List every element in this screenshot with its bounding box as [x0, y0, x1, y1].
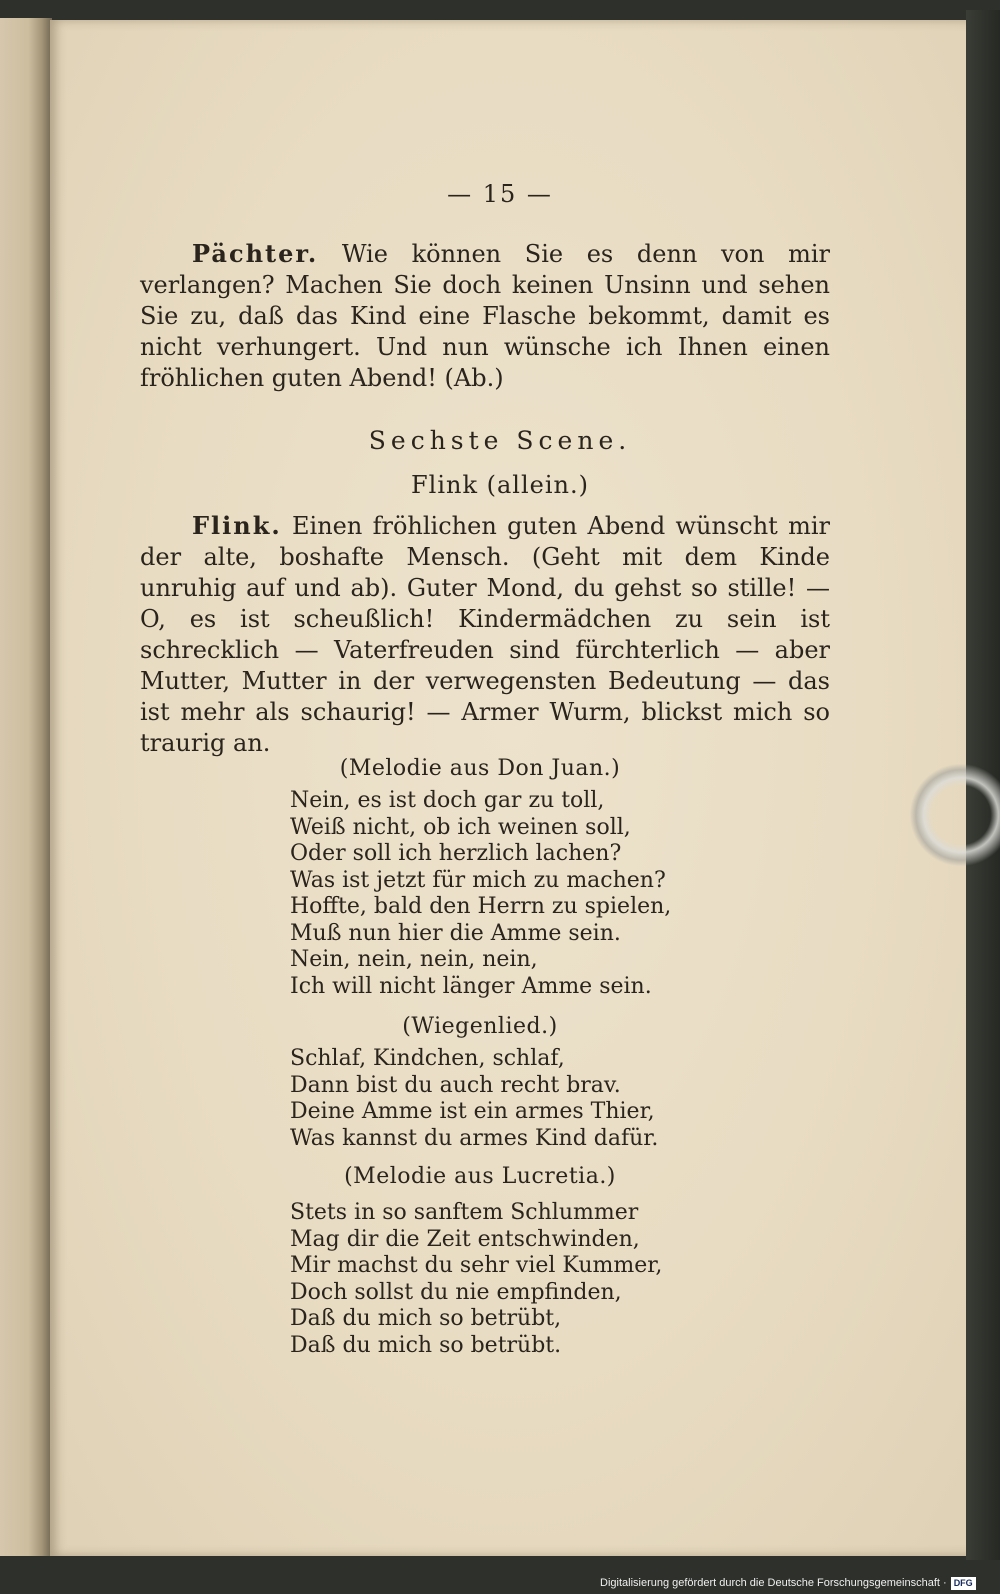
verse-line: Mir machst du sehr viel Kummer, [290, 1253, 663, 1278]
credit-text: Digitalisierung gefördert durch die Deutsche Forschungsgemeinschaft · [600, 1577, 947, 1589]
verse-line: Deine Amme ist ein armes Thier, [290, 1099, 655, 1124]
verse-line: Doch sollst du nie empfinden, [290, 1279, 622, 1305]
verse-line: Hoffte, bald den Herrn zu spielen, [290, 894, 672, 919]
stage-direction: Flink (allein.) [411, 471, 589, 499]
song-title: (Wiegenlied.) [402, 1014, 558, 1039]
digitization-credit [600, 1574, 980, 1592]
dialogue-paragraph-flink [140, 510, 830, 759]
verse-line: Mag dir die Zeit entschwinden, [290, 1226, 640, 1252]
previous-page-edge [0, 18, 52, 1556]
verse-line: Schlaf, Kindchen, schlaf, [290, 1046, 565, 1071]
dialogue-text: Einen fröhlichen guten Abend wünscht mir der alte, boshafte Mensch. (Geht mit dem Kinde unruhig auf und ab). Guter Mond, du gehst so stille! — O, es ist scheußlich! Kindermädchen zu sein ist schrecklich — Vaterfreuden sind fürchterlich — aber Mutter, Mutter in der verwegensten Bedeutung — das ist mehr als schaurig! — Armer Wurm, blickst mich so traurig an. [140, 512, 830, 757]
verse-line: Nein, es ist doch gar zu toll, [290, 788, 605, 813]
dialogue-text: Wie können Sie es denn von mir verlangen? Machen Sie doch keinen Unsinn und sehen Sie zu, daß das Kind eine Flasche bekommt, damit es nicht verhungert. Und nun wünsche ich Ihnen einen fröhlichen guten Abend! (Ab.) [140, 240, 830, 392]
song-title: (Melodie aus Lucretia.) [344, 1164, 616, 1189]
song-title: (Melodie aus Don Juan.) [339, 756, 621, 781]
verse-line: Dann bist du auch recht brav. [290, 1072, 621, 1098]
verse-line: Nein, nein, nein, nein, [290, 947, 538, 972]
dialogue-paragraph-paechter [140, 238, 830, 394]
verse-lucretia [290, 1200, 710, 1359]
verse-don-juan [290, 788, 710, 1000]
verse-line: Ich will nicht länger Amme sein. [290, 973, 652, 999]
verse-line: Was ist jetzt für mich zu machen? [290, 867, 666, 893]
speaker-name: Pächter. [192, 239, 319, 268]
verse-line: Was kannst du armes Kind dafür. [290, 1125, 659, 1151]
scene-heading: Sechste Scene. [368, 426, 632, 455]
verse-line: Muß nun hier die Amme sein. [290, 920, 621, 946]
verse-line: Oder soll ich herzlich lachen? [290, 841, 622, 866]
verse-wiegenlied [290, 1046, 710, 1152]
page-number: — 15 — [447, 180, 553, 208]
verse-line: Daß du mich so betrübt, [290, 1306, 562, 1331]
verse-line: Stets in so sanftem Schlummer [290, 1200, 639, 1225]
verse-line: Daß du mich so betrübt. [290, 1332, 562, 1358]
dfg-logo: DFG [951, 1577, 976, 1590]
speaker-name: Flink. [192, 511, 282, 540]
verse-line: Weiß nicht, ob ich weinen soll, [290, 814, 631, 840]
